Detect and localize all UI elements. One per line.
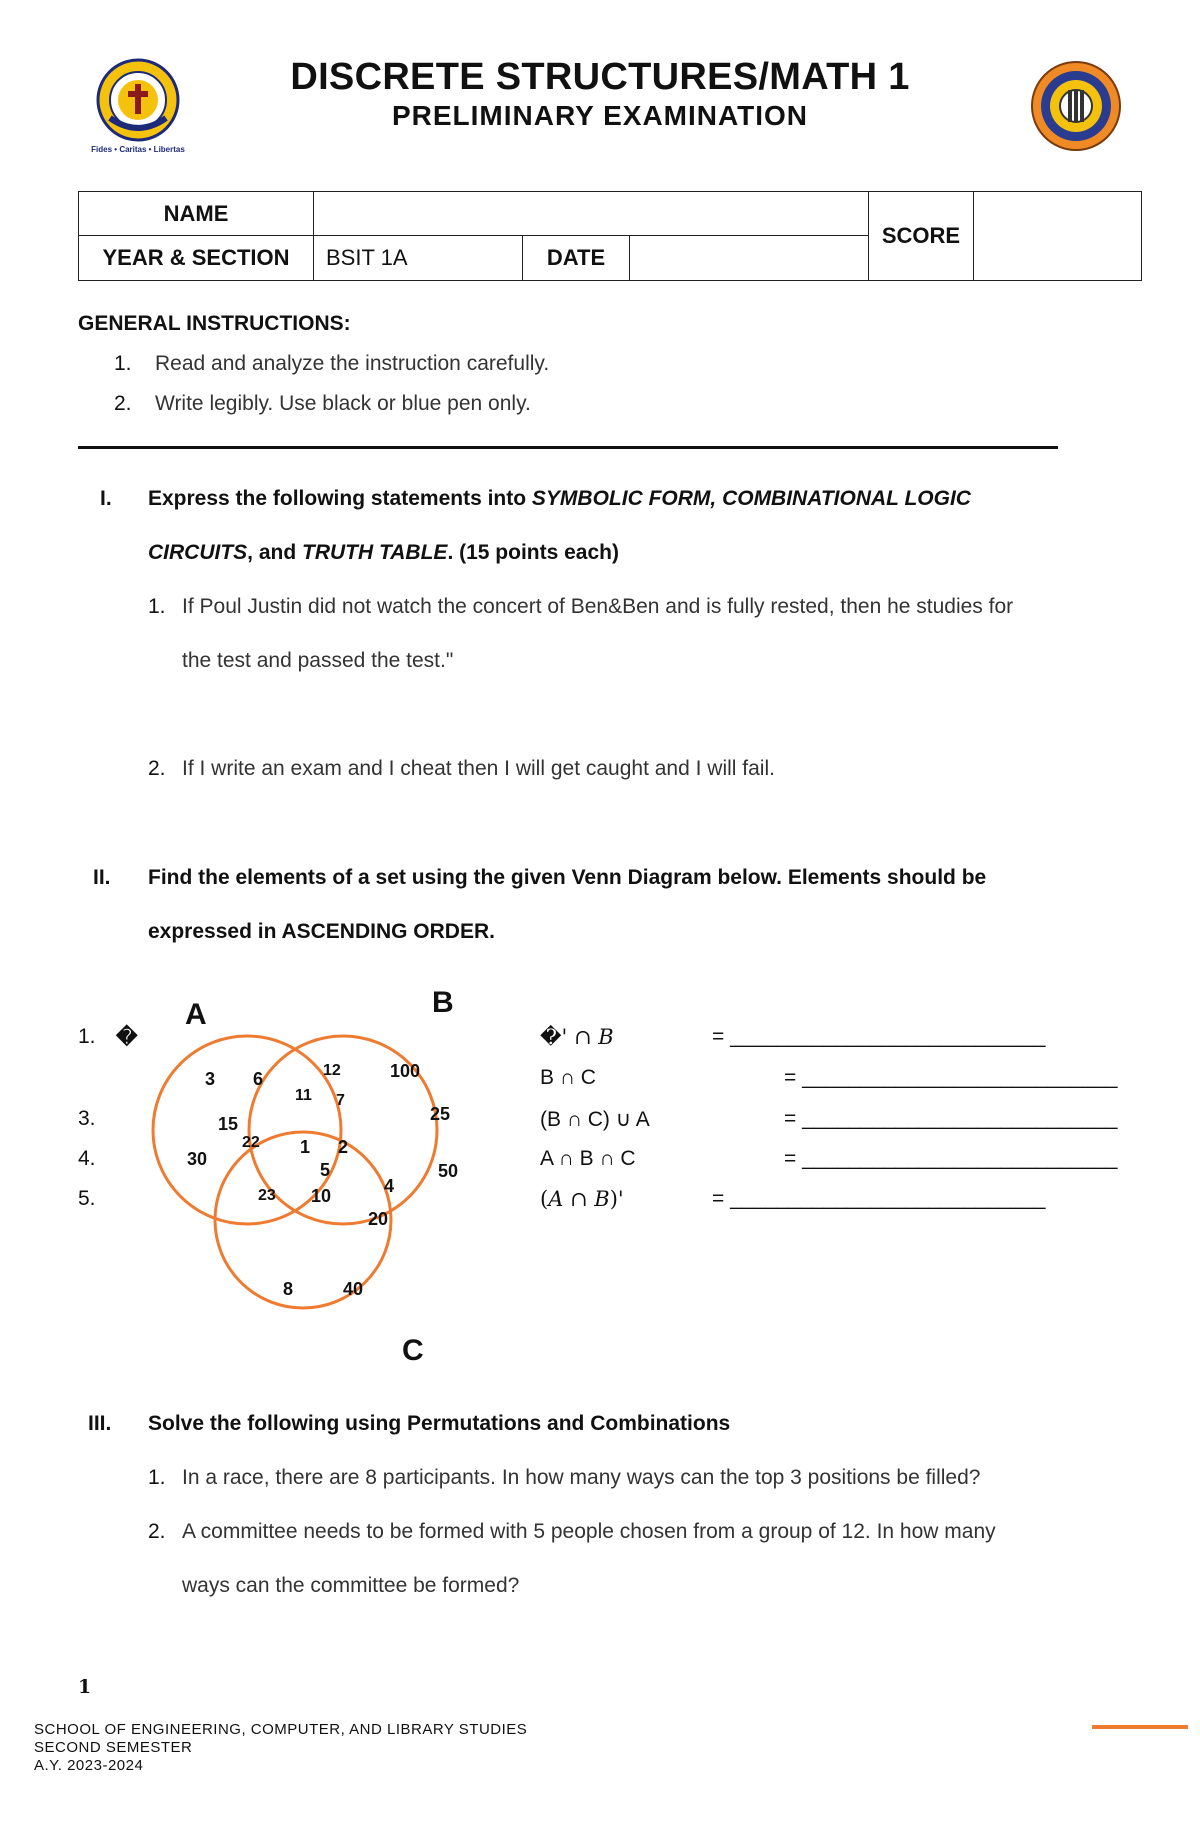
venn-element: 23 — [258, 1187, 276, 1204]
venn-element: 2 — [338, 1137, 349, 1157]
set-a-label: A — [185, 998, 207, 1031]
part1-heading-text: . (15 points each) — [447, 541, 619, 564]
footer-school: SCHOOL OF ENGINEERING, COMPUTER, AND LIBRARY STUDIES — [34, 1721, 528, 1738]
set-c-label: C — [402, 1334, 424, 1367]
venn-element: 100 — [390, 1061, 421, 1081]
section-divider — [78, 446, 1058, 449]
venn-diagram — [150, 980, 470, 1370]
instruction-number: 1. — [114, 352, 132, 375]
venn-element: 3 — [205, 1069, 216, 1089]
score-field[interactable] — [974, 192, 1142, 281]
part1-heading-text: , and — [247, 541, 303, 564]
exam-subtitle: PRELIMINARY EXAMINATION — [391, 100, 809, 131]
venn-question-number: 1. — [78, 1025, 96, 1048]
venn-expression: (𝐴 ∩ 𝐵)' — [540, 1187, 624, 1211]
logo-motto: Fides • Caritas • Libertas — [91, 145, 185, 154]
part1-heading-emphasis: TRUTH TABLE — [302, 541, 448, 564]
instruction-text: Read and analyze the instruction carefully. — [155, 352, 550, 375]
part1-heading-line1 — [148, 487, 971, 511]
part2-numeral: II. — [93, 866, 111, 889]
venn-element: 8 — [283, 1279, 294, 1299]
answer-blank[interactable]: = ___________________________ — [784, 1107, 1118, 1130]
part1-heading-emphasis: CIRCUITS — [148, 541, 248, 564]
question-number: 1. — [148, 1466, 166, 1489]
question-number: 1. — [148, 595, 166, 618]
venn-element: 25 — [430, 1104, 451, 1124]
question-text: If I write an exam and I cheat then I will get caught and I will fail. — [182, 757, 775, 780]
footer-academic-year: A.Y. 2023-2024 — [34, 1757, 144, 1774]
venn-expression: A ∩ B ∩ C — [540, 1147, 636, 1170]
engineering-school-logo — [1030, 60, 1122, 152]
answer-blank[interactable]: = ___________________________ — [784, 1066, 1118, 1089]
venn-element: 10 — [311, 1186, 332, 1206]
venn-element: 22 — [242, 1134, 260, 1151]
name-label: NAME — [79, 192, 314, 236]
venn-question-number: 4. — [78, 1147, 96, 1170]
venn-element: 40 — [343, 1279, 364, 1299]
instruction-number: 2. — [114, 392, 132, 415]
unknown-glyph: � — [116, 1026, 138, 1049]
student-info-table — [78, 191, 1142, 281]
date-label: DATE — [523, 236, 630, 280]
venn-element: 5 — [320, 1160, 331, 1180]
question-text: ways can the committee be formed? — [182, 1574, 520, 1597]
part1-heading-line2 — [148, 541, 619, 565]
instructions-heading: GENERAL INSTRUCTIONS: — [78, 312, 351, 335]
venn-element: 1 — [300, 1137, 311, 1157]
score-label: SCORE — [869, 192, 974, 281]
name-field[interactable] — [314, 192, 869, 236]
venn-expression: (B ∩ C) ∪ A — [540, 1108, 650, 1131]
question-text: If Poul Justin did not watch the concert of Ben&Ben and is fully rested, then he studies for — [182, 595, 1014, 618]
part1-heading-emphasis: SYMBOLIC FORM, COMBINATIONAL LOGIC — [531, 487, 971, 510]
answer-blank[interactable]: = ___________________________ — [784, 1147, 1118, 1170]
part2-heading-line1: Find the elements of a set using the given Venn Diagram below. Elements should be — [148, 866, 987, 889]
question-number: 2. — [148, 1520, 166, 1543]
venn-element: 11 — [295, 1087, 312, 1104]
venn-element: 6 — [253, 1069, 264, 1089]
venn-question-number: 5. — [78, 1187, 96, 1210]
part3-numeral: III. — [88, 1412, 112, 1435]
date-field[interactable] — [630, 236, 869, 280]
venn-expression: B ∩ C — [540, 1066, 596, 1089]
footer-semester: SECOND SEMESTER — [34, 1739, 193, 1756]
venn-element: 30 — [187, 1149, 208, 1169]
venn-element: 12 — [323, 1062, 341, 1079]
footer-accent-line — [1092, 1725, 1188, 1729]
year-section-value[interactable]: BSIT 1A — [314, 236, 523, 281]
question-text: the test and passed the test." — [182, 649, 454, 672]
venn-element: 15 — [218, 1114, 239, 1134]
venn-expression: �' ∩ 𝐵 — [540, 1025, 614, 1049]
question-number: 2. — [148, 757, 166, 780]
part2-heading-line2: expressed in ASCENDING ORDER. — [148, 920, 495, 943]
venn-element: 50 — [438, 1161, 459, 1181]
venn-element: 4 — [384, 1176, 395, 1196]
answer-blank[interactable]: = ___________________________ — [712, 1187, 1046, 1210]
venn-element: 20 — [368, 1209, 389, 1229]
set-b-label: B — [432, 986, 454, 1019]
question-text: A committee needs to be formed with 5 people chosen from a group of 12. In how many — [182, 1520, 996, 1543]
question-text: In a race, there are 8 participants. In how many ways can the top 3 positions be filled? — [182, 1466, 981, 1489]
answer-blank[interactable]: = ___________________________ — [712, 1025, 1046, 1048]
instruction-text: Write legibly. Use black or blue pen only. — [155, 392, 531, 415]
venn-question-number: 3. — [78, 1107, 96, 1130]
part3-heading: Solve the following using Permutations and Combinations — [148, 1412, 731, 1435]
venn-element: 7 — [336, 1092, 345, 1109]
page-number: 1 — [78, 1676, 92, 1698]
exam-title: DISCRETE STRUCTURES/MATH 1 — [290, 56, 910, 98]
year-section-label: YEAR & SECTION — [79, 236, 314, 281]
part1-heading-text: Express the following statements into — [148, 487, 532, 510]
part1-numeral: I. — [100, 487, 112, 510]
